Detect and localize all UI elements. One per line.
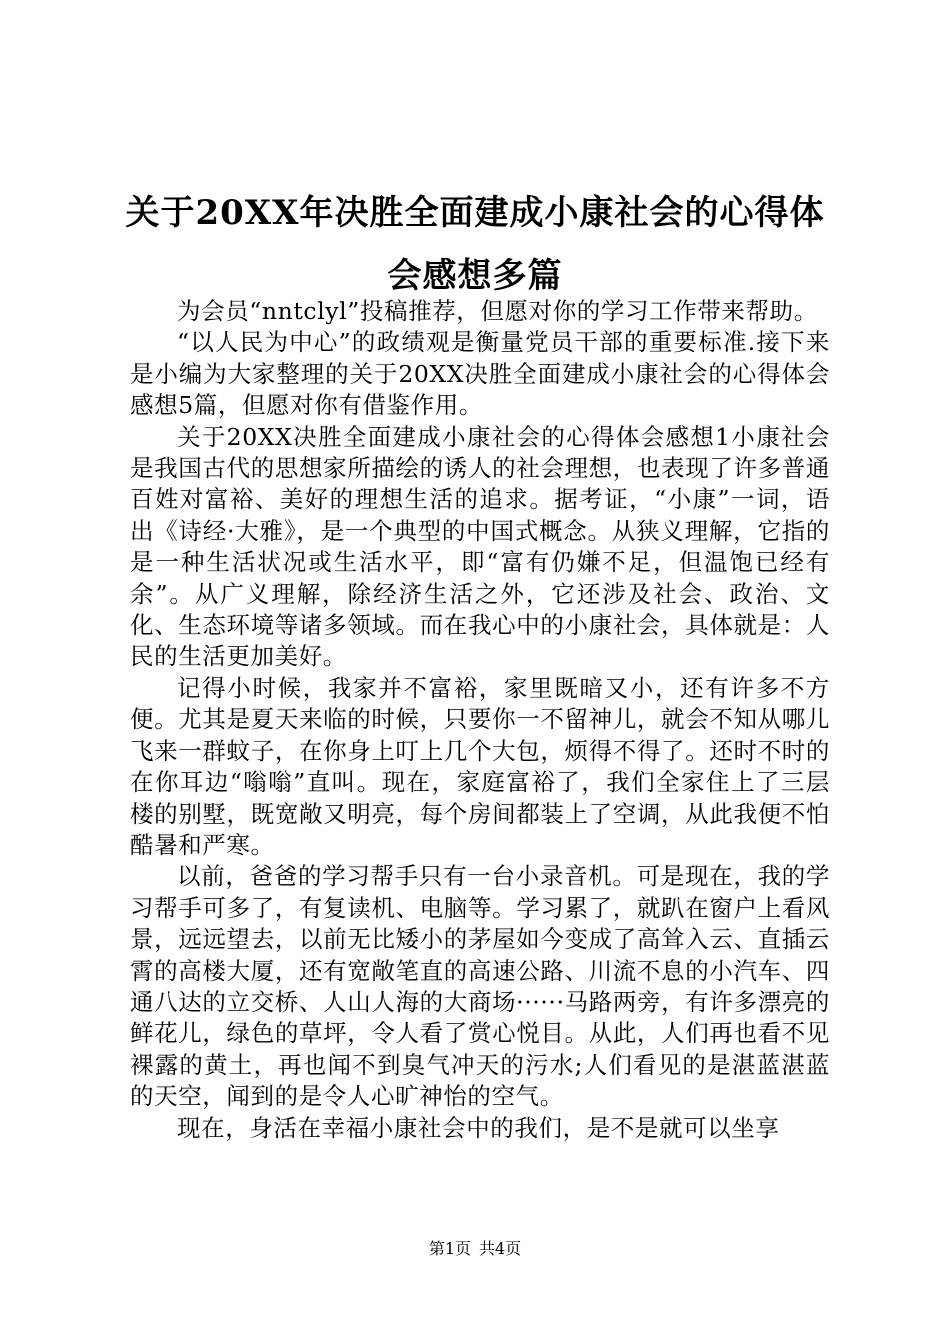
title-line-1: 关于20XX年决胜全面建成小康社会的心得体 [125,193,825,233]
paragraph-past-and-now: 以前，爸爸的学习帮手只有一台小录音机。可是现在，我的学习帮手可多了，有复读机、电脑等。学习累了，就趴在窗户上看风景，远远望去，以前无比矮小的茅屋如今变成了高耸入云、直插云霄的高楼大厦，还有宽敞笔直的高速公路、川流不息的小汽车、四通八达的立交桥、人山人海的大商场······马路两旁，有许多漂亮的鲜花儿，绿色的草坪，令人看了赏心悦目。从此，人们再也看不见裸露的黄土，再也闻不到臭气冲天的污水;人们看见的是湛蓝湛蓝的天空，闻到的是令人心旷神怡的空气。 [130,862,830,1111]
page-footer [0,1239,950,1259]
paragraph-summary: “以人民为中心”的政绩观是衡量党员干部的重要标准.接下来是小编为大家整理的关于20XX决胜全面建成小康社会的心得体会感想5篇，但愿对你有借鉴作用。 [130,328,830,420]
title-line-2: 会感想多篇 [387,256,563,296]
paragraph-childhood: 记得小时候，我家并不富裕，家里既暗又小，还有许多不方便。尤其是夏天来临的时候，只要你一不留神儿，就会不知从哪儿飞来一群蚊子，在你身上叮上几个大包，烦得不得了。还时不时的在你耳边“嗡嗡”直叫。现在，家庭富裕了，我们全家住上了三层楼的别墅，既宽敞又明亮，每个房间都装上了空调，从此我便不怕酷暑和严寒。 [130,673,830,859]
paragraph-now: 现在，身活在幸福小康社会中的我们，是不是就可以坐享 [177,1113,780,1142]
page-number: 第1页 [428,1239,471,1258]
document-body [130,296,830,1144]
page-total: 共4页 [479,1239,522,1258]
paragraph-intro: 为会员“nntclyl”投稿推荐，但愿对你的学习工作带来帮助。 [177,297,818,325]
document-title [120,182,830,308]
paragraph-essay-1: 关于20XX决胜全面建成小康社会的心得体会感想1小康社会是我国古代的思想家所描绘的诱人的社会理想，也表现了许多普通百姓对富裕、美好的理想生活的追求。据考证，“小康”一词，语出《诗经·大雅》，是一个典型的中国式概念。从狭义理解，它指的是一种生活状况或生活水平，即“富有仍嫌不足，但温饱已经有余”。从广义理解，除经济生活之外，它还涉及社会、政治、文化、生态环境等诸多领域。而在我心中的小康社会，具体就是：人民的生活更加美好。 [130,422,830,671]
